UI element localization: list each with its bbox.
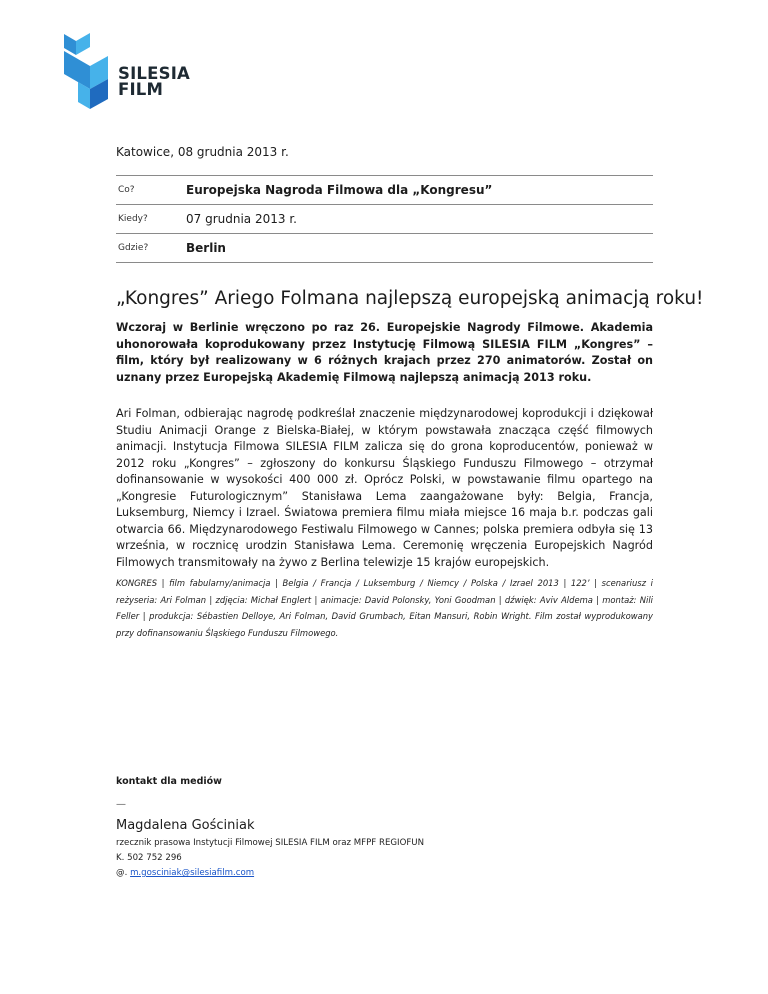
- lead-paragraph: Wczoraj w Berlinie wręczono po raz 26. Europejskie Nagrody Filmowe. Akademia uhonorowała koprodukowany przez Instytucję Filmową SILESIA FILM „Kongres” – film, który był realizowany w 6 różnych krajach przez 270 animatorów. Został on uznany przez Europejską Akademię Filmową najlepszą animacją 2013 roku.: [116, 321, 653, 384]
- info-value: Berlin: [186, 241, 226, 255]
- info-label: Kiedy?: [118, 214, 148, 224]
- contact-name: Magdalena Gościniak: [116, 818, 255, 833]
- logo-line-1: SILESIA: [118, 64, 191, 83]
- info-value: Europejska Nagroda Filmowa dla „Kongresu”: [186, 183, 493, 197]
- info-value: 07 grudnia 2013 r.: [186, 212, 297, 226]
- contact-email-row: [116, 868, 254, 878]
- logo-line-2: FILM: [118, 80, 164, 99]
- silesia-film-logo: [64, 33, 204, 113]
- info-row-what: [116, 175, 653, 204]
- film-credits: KONGRES | film fabularny/animacja | Belgia / Francja / Luksemburg / Niemcy / Polska / Izrael 2013 | 122’ | scenariusz i reżyseria: Ari Folman | zdjęcia: Michał Englert | animacje: David Polonsky, Yoni Goodman | dźwięk: Aviv Aldema | montaż: Nili Feller | produkcja: Sébastien Delloye, Ari Folman, David Grumbach, Eitan Mansuri, Robin Wright. Film został wyprodukowany przy dofinansowaniu Śląskiego Funduszu Filmowego.: [116, 578, 653, 638]
- contact-divider: —: [116, 799, 126, 810]
- info-table: [116, 175, 653, 263]
- dateline: Katowice, 08 grudnia 2013 r.: [116, 145, 289, 159]
- email-prefix: @.: [116, 868, 128, 878]
- headline: „Kongres” Ariego Folmana najlepszą europejską animacją roku!: [116, 288, 704, 309]
- info-label: Co?: [118, 185, 135, 195]
- logo-mark-icon: [64, 33, 116, 113]
- info-label: Gdzie?: [118, 243, 149, 253]
- contact-phone: K. 502 752 296: [116, 853, 182, 863]
- contact-label: kontakt dla mediów: [116, 776, 222, 787]
- body-paragraph: Ari Folman, odbierając nagrodę podkreślał znaczenie międzynarodowej koprodukcji i dziękował Studiu Animacji Orange z Bielska-Białej, w którym powstawała znacząca część filmowych animacji. Instytucja Filmowa SILESIA FILM zalicza się do grona koproducentów, ponieważ w 2012 roku „Kongres” – zgłoszony do konkursu Śląskiego Funduszu Filmowego – otrzymał dofinansowanie w wysokości 400 000 zł. Oprócz Polski, w powstawanie filmu opartego na „Kongresie Futurologicznym” Stanisława Lema zaangażowane były: Belgia, Francja, Luksemburg, Niemcy i Izrael. Światowa premiera filmu miała miejsce 16 maja b.r. podczas gali otwarcia 66. Międzynarodowego Festiwalu Filmowego w Cannes; polska premiera odbyła się 13 września, w rocznicę urodzin Stanisława Lema. Ceremonię wręczenia Europejskich Nagród Filmowych transmitowały na żywo z Berlina telewizje 15 krajów europejskich.: [116, 407, 653, 569]
- info-row-when: [116, 204, 653, 233]
- contact-role: rzecznik prasowa Instytucji Filmowej SILESIA FILM oraz MFPF REGIOFUN: [116, 838, 424, 848]
- logo-wordmark: [118, 66, 190, 98]
- email-link[interactable]: m.gosciniak@silesiafilm.com: [130, 868, 255, 878]
- info-row-where: [116, 233, 653, 263]
